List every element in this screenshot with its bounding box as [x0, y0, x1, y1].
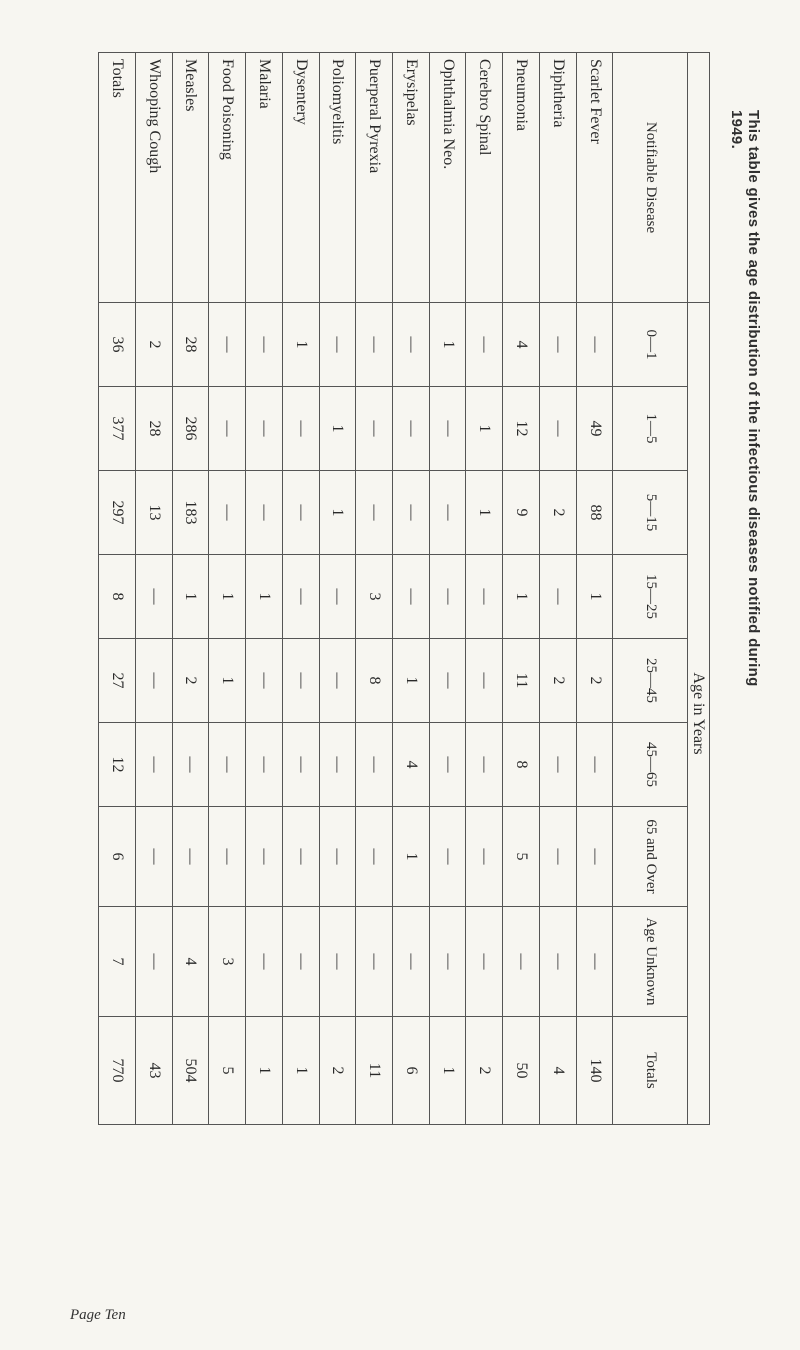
- table-cell: —: [429, 723, 466, 807]
- table-cell: —: [429, 639, 466, 723]
- table-cell: —: [356, 387, 393, 471]
- disease-name: Totals: [99, 53, 136, 303]
- table-row: [282, 53, 319, 1125]
- table-row: [539, 53, 576, 1125]
- table-cell: —: [429, 807, 466, 907]
- table-cell: 1: [466, 387, 503, 471]
- table-cell: 4: [539, 1017, 576, 1125]
- table-cell: —: [356, 471, 393, 555]
- table-cell: 6: [99, 807, 136, 907]
- table-cell: —: [393, 387, 430, 471]
- table-cell: —: [319, 807, 356, 907]
- table-cell: —: [282, 387, 319, 471]
- table-cell: 770: [99, 1017, 136, 1125]
- table-cell: —: [135, 555, 172, 639]
- page-title: This table gives the age distribution of the infectious diseases notified during 1949.: [728, 110, 762, 687]
- disease-name: Whooping Cough: [135, 53, 172, 303]
- table-cell: 1: [319, 387, 356, 471]
- table-cell: —: [466, 807, 503, 907]
- table-cell: 27: [99, 639, 136, 723]
- totals-row: [99, 53, 136, 1125]
- table-cell: 8: [503, 723, 540, 807]
- table-row: [576, 53, 613, 1125]
- table-cell: 1: [319, 471, 356, 555]
- table-cell: 13: [135, 471, 172, 555]
- table-cell: —: [429, 907, 466, 1017]
- table-cell: —: [539, 387, 576, 471]
- table-cell: —: [209, 471, 246, 555]
- table-cell: —: [282, 471, 319, 555]
- table-cell: 1: [429, 303, 466, 387]
- table-cell: —: [282, 555, 319, 639]
- table-cell: 12: [99, 723, 136, 807]
- disease-name: Cerebro Spinal: [466, 53, 503, 303]
- disease-name: Poliomyelitis: [319, 53, 356, 303]
- table-cell: 3: [209, 907, 246, 1017]
- table-cell: 9: [503, 471, 540, 555]
- table-cell: —: [209, 387, 246, 471]
- table-cell: —: [429, 555, 466, 639]
- disease-name: Dysentery: [282, 53, 319, 303]
- table-cell: 3: [356, 555, 393, 639]
- table-cell: —: [576, 723, 613, 807]
- table-cell: 377: [99, 387, 136, 471]
- table-cell: —: [356, 807, 393, 907]
- column-header-row: [613, 53, 688, 1125]
- page-footer: Page Ten: [70, 1307, 126, 1323]
- table-cell: —: [319, 907, 356, 1017]
- column-header: 1—5: [613, 387, 688, 471]
- table-cell: —: [466, 723, 503, 807]
- table-cell: 2: [576, 639, 613, 723]
- table-cell: 8: [99, 555, 136, 639]
- table-cell: —: [576, 303, 613, 387]
- table-cell: —: [319, 639, 356, 723]
- table-cell: 286: [172, 387, 209, 471]
- disease-name: Measles: [172, 53, 209, 303]
- table-cell: 11: [503, 639, 540, 723]
- table-cell: —: [135, 907, 172, 1017]
- table-cell: —: [246, 723, 283, 807]
- table-cell: —: [135, 639, 172, 723]
- table-cell: —: [282, 723, 319, 807]
- disease-name: Diphtheria: [539, 53, 576, 303]
- column-header: 5—15: [613, 471, 688, 555]
- age-group-header: Age in Years: [687, 303, 709, 1125]
- table-cell: —: [319, 723, 356, 807]
- table-cell: 36: [99, 303, 136, 387]
- disease-name: Pneumonia: [503, 53, 540, 303]
- table-cell: 2: [466, 1017, 503, 1125]
- table-cell: 1: [282, 303, 319, 387]
- table-cell: —: [246, 387, 283, 471]
- table-cell: 4: [503, 303, 540, 387]
- table-row: [393, 53, 430, 1125]
- table-cell: —: [209, 303, 246, 387]
- disease-name: Erysipelas: [393, 53, 430, 303]
- table-cell: 50: [503, 1017, 540, 1125]
- disease-name: Ophthalmia Neo.: [429, 53, 466, 303]
- table-cell: —: [172, 723, 209, 807]
- table-cell: 4: [172, 907, 209, 1017]
- column-header: 15—25: [613, 555, 688, 639]
- table-cell: 12: [503, 387, 540, 471]
- table-cell: —: [356, 723, 393, 807]
- table-cell: —: [246, 303, 283, 387]
- table-row: [319, 53, 356, 1125]
- table-cell: —: [466, 639, 503, 723]
- table-cell: —: [539, 555, 576, 639]
- table-cell: 1: [209, 639, 246, 723]
- table-cell: 297: [99, 471, 136, 555]
- table-cell: —: [539, 303, 576, 387]
- table-cell: 1: [393, 807, 430, 907]
- table-row: [135, 53, 172, 1125]
- table-cell: 1: [393, 639, 430, 723]
- table-cell: —: [319, 303, 356, 387]
- table-cell: 1: [429, 1017, 466, 1125]
- table-cell: 2: [539, 471, 576, 555]
- table-cell: —: [393, 555, 430, 639]
- table-cell: —: [135, 807, 172, 907]
- table-cell: —: [466, 555, 503, 639]
- table-cell: —: [539, 907, 576, 1017]
- column-header: Totals: [613, 1017, 688, 1125]
- column-header: Age Unknown: [613, 907, 688, 1017]
- table-cell: —: [539, 807, 576, 907]
- table-cell: —: [539, 723, 576, 807]
- table-cell: 1: [466, 471, 503, 555]
- table-cell: —: [209, 723, 246, 807]
- table-row: [209, 53, 246, 1125]
- table-cell: 504: [172, 1017, 209, 1125]
- table-cell: 8: [356, 639, 393, 723]
- table-cell: —: [393, 303, 430, 387]
- table-cell: 6: [393, 1017, 430, 1125]
- table-cell: —: [172, 807, 209, 907]
- table-cell: —: [393, 471, 430, 555]
- table-cell: —: [356, 907, 393, 1017]
- table-cell: —: [282, 807, 319, 907]
- table-cell: 1: [209, 555, 246, 639]
- table-row: [356, 53, 393, 1125]
- table-cell: —: [393, 907, 430, 1017]
- table-row: [503, 53, 540, 1125]
- table-cell: 49: [576, 387, 613, 471]
- table-row: [246, 53, 283, 1125]
- table-cell: 1: [576, 555, 613, 639]
- table-cell: 11: [356, 1017, 393, 1125]
- table-container: [98, 52, 710, 1124]
- table-cell: —: [282, 907, 319, 1017]
- table-cell: —: [429, 471, 466, 555]
- table-cell: —: [246, 807, 283, 907]
- table-cell: 88: [576, 471, 613, 555]
- disease-age-table: [98, 52, 710, 1125]
- table-cell: 1: [503, 555, 540, 639]
- table-cell: —: [209, 807, 246, 907]
- table-cell: —: [466, 303, 503, 387]
- table-cell: 5: [503, 807, 540, 907]
- column-header: 45—65: [613, 723, 688, 807]
- disease-name: Puerperal Pyrexia: [356, 53, 393, 303]
- table-cell: 1: [246, 555, 283, 639]
- column-header: 25—45: [613, 639, 688, 723]
- table-cell: 1: [246, 1017, 283, 1125]
- table-cell: —: [429, 387, 466, 471]
- table-cell: —: [246, 471, 283, 555]
- table-cell: —: [356, 303, 393, 387]
- table-cell: 1: [172, 555, 209, 639]
- table-row: [172, 53, 209, 1125]
- table-cell: 183: [172, 471, 209, 555]
- table-cell: 2: [319, 1017, 356, 1125]
- table-cell: 5: [209, 1017, 246, 1125]
- corner-header: [687, 53, 709, 303]
- column-header: 65 and Over: [613, 807, 688, 907]
- disease-name: Food Poisoning: [209, 53, 246, 303]
- table-cell: 4: [393, 723, 430, 807]
- disease-name: Malaria: [246, 53, 283, 303]
- disease-name: Scarlet Fever: [576, 53, 613, 303]
- table-cell: —: [319, 555, 356, 639]
- table-cell: —: [246, 639, 283, 723]
- table-cell: 140: [576, 1017, 613, 1125]
- table-cell: —: [246, 907, 283, 1017]
- table-row: [466, 53, 503, 1125]
- table-cell: 2: [539, 639, 576, 723]
- column-header: 0—1: [613, 303, 688, 387]
- table-cell: 2: [135, 303, 172, 387]
- table-cell: —: [576, 807, 613, 907]
- table-cell: 28: [135, 387, 172, 471]
- table-cell: 2: [172, 639, 209, 723]
- table-row: [429, 53, 466, 1125]
- table-cell: 1: [282, 1017, 319, 1125]
- table-cell: 43: [135, 1017, 172, 1125]
- table-cell: —: [576, 907, 613, 1017]
- table-cell: 28: [172, 303, 209, 387]
- table-cell: —: [503, 907, 540, 1017]
- table-cell: —: [282, 639, 319, 723]
- notifiable-disease-header: Notifiable Disease: [613, 53, 688, 303]
- table-cell: —: [466, 907, 503, 1017]
- table-cell: 7: [99, 907, 136, 1017]
- table-cell: —: [135, 723, 172, 807]
